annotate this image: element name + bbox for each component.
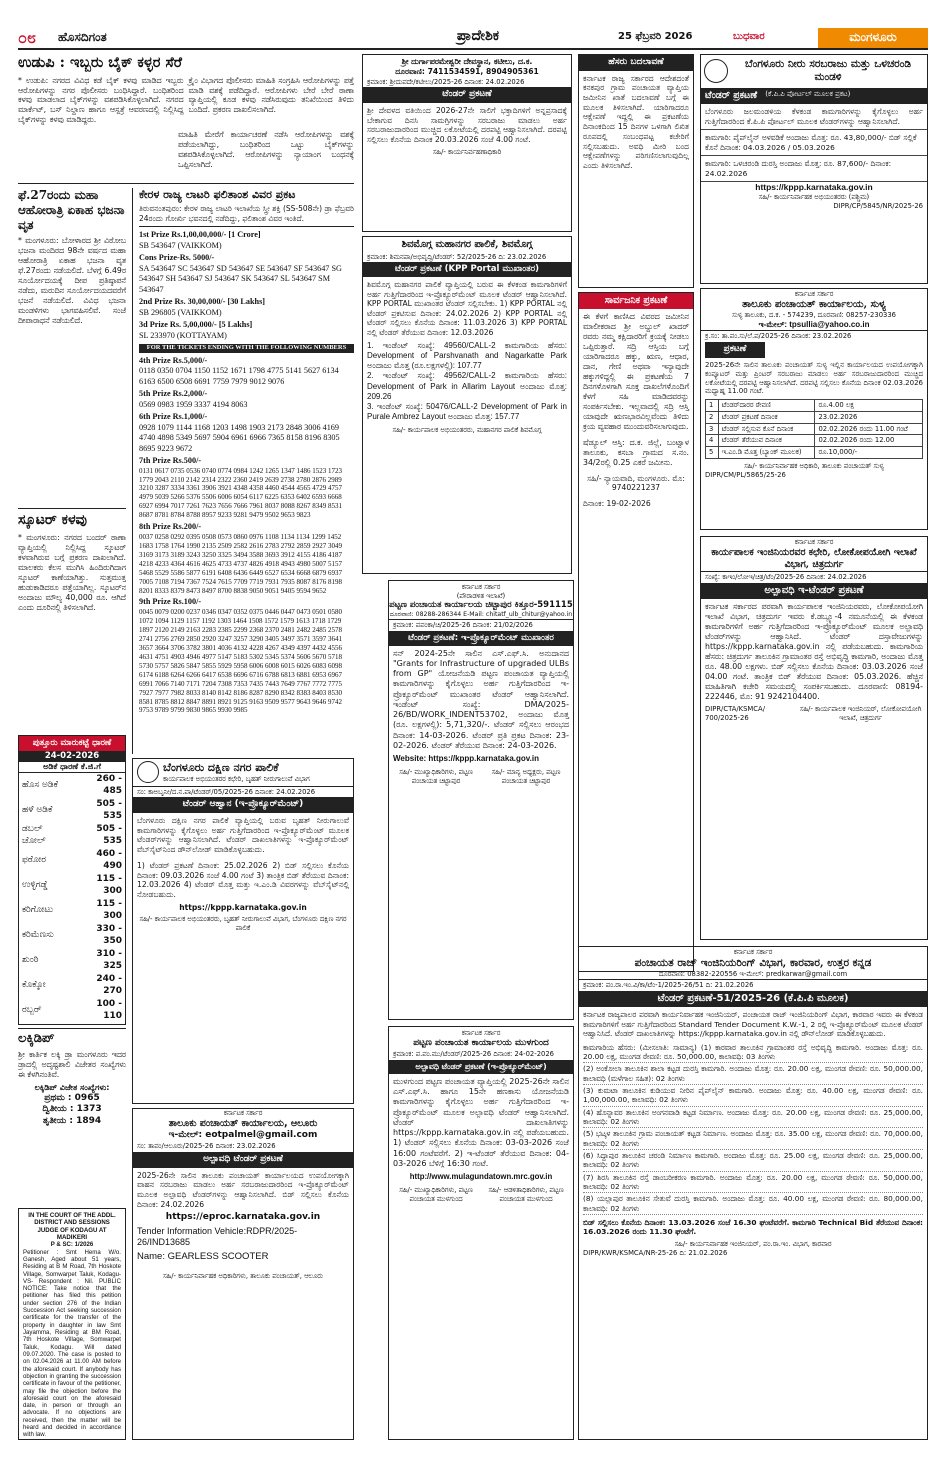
sullia-table — [705, 399, 923, 458]
lottery-results — [132, 188, 354, 754]
mulgund-title: ಪಟ್ಟಣ ಪಂಚಾಯತ ಕಾರ್ಯಾಲಯ ಮುಳಗುಂದ — [413, 1037, 549, 1048]
sullia-table-cell: 4 — [706, 435, 719, 447]
sullia-table-cell: 02.02.2026 ರಂದು 12.00 — [815, 435, 923, 447]
karwar-dates: ಬಿಡ್ ಸಲ್ಲಿಸಲು ಕೊನೆಯ ದಿನಾಂಕ: 13.03.2026 ಸಂಜೆ 16.30 ಘಂಟೆವರೆಗೆ. ಕಾಮಗಾರಿ Technical Bid ತೆರೆಯುವ ದಿನಾಂಕ: 16.03.2026 ರಂದು 11.30 ಘಂಟೆಗೆ. — [583, 1217, 923, 1237]
alur-bar: ಅಲ್ಪಾವಧಿ ಟೆಂಡರ್ ಪ್ರಕಟಣೆ — [133, 1152, 353, 1168]
bwssb-code: DIPR/CP/5845/NR/2025-26 — [833, 201, 923, 210]
lottery-first-no: SB 543647 (VAIKKOM) — [139, 240, 222, 250]
rate-value: 260 - 485 — [96, 773, 122, 796]
lottery-third-no: SL 233970 (KOTTAYAM) — [139, 330, 227, 340]
rate-value: 310 - 325 — [96, 949, 122, 971]
rate-value: 330 - 350 — [96, 924, 122, 946]
scooter-body: * ಮಂಗಳೂರು: ನಗರದ ಬಂದರ್ ಠಾಣಾ ವ್ಯಾಪ್ತಿಯಲ್ಲಿ ನಿಲ್ಲಿಸಿದ್ದ ಸ್ಕೂಟರ್ ಕಳವಾಗಿರುವ ಬಗ್ಗೆ ಪ್ರಕರಣ ದಾಖಲಾಗಿದೆ. ಮಾಲಕರು ಕೆಲಸ ಮುಗಿಸಿ ಹಿಂದಿರುಗಿದಾಗ ಸ್ಕೂಟರ್ ಕಾಣೆಯಾಗಿತ್ತು. ಸುತ್ತಮುತ್ತ ಹುಡುಕಾಡಿದರೂ ಪತ್ತೆಯಾಗಿಲ್ಲ. ಸ್ಕೂಟರ್‌ನ ಅಂದಾಜು ಮೌಲ್ಯ 40,000 ರೂ. ಆಗಿದೆ ಎಂದು ದೂರಿನಲ್ಲಿ ತಿಳಿಸಲಾಗಿದೆ. — [18, 532, 126, 612]
rates-table — [19, 773, 125, 1025]
lottery-p4: 4th Prize Rs.5,000/- — [139, 355, 208, 365]
bbmp-ref: ಸಂ: ಕಾಅಬೃನೀ/ದ.ನ.ಪಾ/ಟೆಂಡರ್/05/2025-26 ದಿನಾಂಕ: 24.02.2026 — [133, 786, 353, 798]
rate-value: 505 - 535 — [96, 799, 122, 821]
lottery-title: ಕೇರಳ ರಾಜ್ಯ ಲಾಟರಿ ಫಲಿತಾಂಶ ವಿವರ ಪ್ರಕಟ — [139, 188, 296, 201]
bwssb-row2: ಕಾಮಗಾರಿ: ಒಳಚರಂಡಿ ದುರಸ್ತಿ ಅಂದಾಜು ಮೊತ್ತ: ರೂ. 87,600/- ದಿನಾಂಕ: 24.02.2026 — [701, 155, 927, 182]
sullia-table-cell: 5 — [706, 447, 719, 459]
masthead: ಹೊಸದಿಗಂತ — [58, 30, 107, 44]
mulgund-gov: ಕರ್ನಾಟಕ ಸರ್ಕಾರ — [461, 1029, 501, 1037]
lottery-cons-nos: SA 543647 SC 543647 SD 543647 SE 543647 SF 543647 SG 543647 SH 543647 SJ 543647 SK 543647 SL 543647 SM 543647 — [139, 263, 342, 294]
lottery-p6: 6th Prize Rs.1,000/- — [139, 412, 208, 422]
sullia-table-cell: ಟೆಂಡರ್ ತೆರೆಯುವ ದಿನಾಂಕ — [718, 435, 815, 447]
rate-row — [19, 873, 125, 898]
alur-tender-info: Tender Information Vehicle:RDPR/2025-26/IND13685 — [137, 1225, 298, 1248]
karwar-title: ಪಂಚಾಯತ ರಾಜ್ ಇಂಜಿನಿಯರಿಂಗ್ ವಿಭಾಗ, ಕಾರವಾರ, ಉತ್ತರ ಕನ್ನಡ — [634, 956, 872, 969]
kateel-ref: ಕ್ರಮಾಂಕ: ಶ್ರೀದುಪದೇ/ಕಟೀಲು/2025-26 ದಿನಾಂಕ: 24.02.2026 — [367, 77, 525, 86]
karwar-items — [579, 1042, 927, 1215]
lucky-dip — [18, 1028, 126, 1206]
chitradurga-ref: ಸಂಖ್ಯೆ: ಕಾಇಂ/ಲೋಇ/ಚಿತ್ರ/ಟೆಂ/2025-26 ದಿನಾಂಕ: 24.02.2026 — [701, 571, 927, 583]
chitradurga-bar: ಅಲ್ಪಾವಧಿ ಇ-ಟೆಂಡರ್ ಪ್ರಕಟಣೆ — [701, 583, 927, 600]
chittur-gov: ಕರ್ನಾಟಕ ಸರ್ಕಾರ — [461, 583, 501, 591]
sullia-ref: ಕ್ರ.ಸಂ: ತಾ.ಪಂ.ಸು/ಲೆ.ಪ/2025-26 ದಿನಾಂಕ: 23.02.2026 — [701, 330, 927, 342]
lottery-third: 3d Prize Rs. 5,00,000/- [5 Lakhs] — [139, 320, 253, 330]
alur-title: ತಾಲೂಕು ಪಂಚಾಯತ್ ಕಾರ್ಯಾಲಯ, ಆಲೂರು — [168, 1117, 318, 1129]
alur-tender-name: Name: GEARLESS SCOOTER — [137, 1250, 269, 1262]
chittur-tender — [388, 580, 574, 1020]
shimoga-tender — [362, 236, 572, 574]
market-rates — [18, 735, 126, 1025]
mulgund-sign2: ಸಹಿ/- ಆಡಳಿತಾಧಿಕಾರಿಗಳು, ಪಟ್ಟಣ ಪಂಚಾಯತ ಮುಳಗುಂದ — [488, 1185, 564, 1203]
rate-row — [19, 1023, 125, 1025]
karwar-item: (4) ಹೊನ್ನಾವರ ತಾಲೂಕಿನ ಅಂಗನವಾಡಿ ಕಟ್ಟಡ ನಿರ್ಮಾಣ. ಅಂದಾಜು ಮೊತ್ತ: ರೂ. 20.00 ಲಕ್ಷ, ಮುಂಗಡ ಠೇವಣಿ: ರೂ. 25,000.00, ಕಾಲಾವಧಿ: 02 ತಿಂಗಳು — [583, 1107, 923, 1129]
rate-label: ಡಬಲ್ ಚೋಲ್ — [22, 824, 46, 846]
sullia-table-cell: ಇ.ಎಂ.ಡಿ ಮೊತ್ತ (ಬ್ಯಾಂಕ್ ಮೂಲಕ) — [718, 447, 815, 459]
lottery-note: FOR THE TICKETS ENDING WITH THE FOLLOWING NUMBERS — [139, 344, 354, 352]
sullia-sign: ಸಹಿ/- ಕಾರ್ಯನಿರ್ವಾಹಕ ಅಧಿಕಾರಿ, ತಾಲೂಕು ಪಂಚಾಯತ್ ಸುಳ್ಯ — [744, 461, 884, 470]
lottery-first: 1st Prize Rs.1,00,00,000/- [1 Crore] — [139, 230, 261, 240]
emblem-icon — [137, 761, 159, 783]
sullia-table-cell: 23.02.2026 — [815, 412, 923, 424]
bbmp-web: https://kppp.karnataka.gov.in — [179, 902, 307, 912]
public-schedule: ಷೆಡ್ಯೂಲ್ ಆಸ್ತಿ: ದ.ಕ. ಜಿಲ್ಲೆ, ಬಂಟ್ವಾಳ ತಾಲೂಕು, ಕಸಬಾ ಗ್ರಾಮದ ಸ.ನಂ. 34/2ರಲ್ಲಿ 0.25 ಎಕರೆ ಜಮೀನು. — [583, 437, 689, 467]
lucky-prizes — [18, 1093, 126, 1128]
court-notice — [18, 1208, 126, 1440]
court-title: IN THE COURT OF THE ADDL. DISTRICT AND SESSIONS JUDGE OF KODAGU AT MADIKERI — [28, 1212, 116, 1241]
lottery-intro: ತಿರುವನಂತಪುರಂ: ಕೇರಳ ರಾಜ್ಯ ಲಾಟರಿ ಇಲಾಖೆಯ ಸ್ತ್ರೀ ಶಕ್ತಿ (SS-508ನೇ) ಡ್ರಾ ಫೆಬ್ರವರಿ 24ರಂದು ಗೋರ್ಖಿ ಭವನದಲ್ಲಿ ನಡೆದಿದ್ದು, ಫಲಿತಾಂಶ ವಿವರ ಇಂತಿದೆ. — [139, 204, 354, 223]
bbmp-body: ಬೆಂಗಳೂರು ದಕ್ಷಿಣ ನಗರ ಪಾಲಿಕೆ ವ್ಯಾಪ್ತಿಯಲ್ಲಿ ಬರುವ ಬೃಹತ್ ನೀರುಗಾಲುವೆ ಕಾಮಗಾರಿಗಳನ್ನು ಕೈಗೊಳ್ಳಲು ಅರ್ಹ ಗುತ್ತಿಗೆದಾರರಿಂದ ಇ-ಪ್ರೊಕ್ಯೂರ್‌ಮೆಂಟ್ ಮೂಲಕ ಟೆಂಡರ್‌ಗಳನ್ನು ಆಹ್ವಾನಿಸಲಾಗಿದೆ. ಟೆಂಡರ್ ದಾಖಲಾತಿಗಳನ್ನು ಇ-ಪ್ರೊಕ್ಯೂರ್‌ಮೆಂಟ್ ವೆಬ್‌ಸೈಟ್‌ನಿಂದ ಡೌನ್‌ಲೋಡ್ ಮಾಡಿಕೊಳ್ಳಬಹುದು. — [137, 815, 349, 855]
kateel-bar: ಟೆಂಡರ್ ಪ್ರಕಟಣೆ — [363, 87, 571, 103]
lottery-p8: 8th Prize Rs.200/- — [139, 522, 202, 532]
lucky-label: ಲಕ್ಕಿಡಿಪ್ ವಿಜೇತ ಸಂಖ್ಯೆಗಳು: — [34, 1082, 110, 1092]
rate-label: ಹಳೆ ಅಡಿಕೆ — [22, 804, 53, 815]
lucky-body: ಶ್ರೀ ಕಾರ್ತಿಕ ಲಕ್ಕಿ ಡ್ರಾ ಮಂಗಳೂರು ಇದರ ಡ್ರಾದಲ್ಲಿ ಅದೃಷ್ಟಶಾಲಿ ವಿಜೇತರ ಸಂಖ್ಯೆಗಳು ಈ ಕೆಳಗಿನಂತಿವೆ. — [18, 1049, 126, 1079]
karwar-tender — [578, 946, 928, 1440]
mulgund-web: http://www.mulagundatown.mrc.gov.in — [409, 1171, 553, 1181]
karwar-code: DIPR/KWR/KSMCA/NR-25-26 ದಿ: 21.02.2026 — [583, 1248, 728, 1257]
chittur-sign2: ಸಹಿ/- ಮಾನ್ಯ ಅಧ್ಯಕ್ಷರು, ಪಟ್ಟಣ ಪಂಚಾಯತ ಚಿಟ್ಟಾಪುರ — [491, 768, 561, 786]
bwssb-title: ಬೆಂಗಳೂರು ನೀರು ಸರಬರಾಜು ಮತ್ತು ಒಳಚರಂಡಿ ಮಂಡಳಿ — [744, 58, 912, 84]
public-date: ದಿನಾಂಕ: 19-02-2026 — [583, 499, 651, 509]
bbmp-sub: ಕಾರ್ಯಪಾಲಕ ಅಭಿಯಂತರರ ಕಛೇರಿ, ಬೃಹತ್ ನೀರುಗಾಲುವೆ ವಿಭಾಗ — [163, 775, 310, 784]
karwar-item: (6) ಸಿದ್ದಾಪುರ ತಾಲೂಕಿನ ಚರಂಡಿ ನಿರ್ಮಾಣ ಕಾಮಗಾರಿ. ಅಂದಾಜು ಮೊತ್ತ: ರೂ. 25.00 ಲಕ್ಷ, ಮುಂಗಡ ಠೇವಣಿ: ರೂ. 25,000.00, ಕಾಲಾವಧಿ: 02 ತಿಂಗಳು — [583, 1150, 923, 1172]
alur-sign: ಸಹಿ/- ಕಾರ್ಯನಿರ್ವಾಹಕ ಅಧಿಕಾರಿಗಳು, ತಾಲೂಕು ಪಂಚಾಯತ್, ಆಲೂರು — [162, 1272, 324, 1281]
public-sign: ಸಹಿ/- ನ್ಯಾಯವಾದಿ, ಮಂಗಳೂರು. ಮೊ: 9740221237 — [587, 473, 685, 493]
bwssb-bar: ಟೆಂಡರ್ ಪ್ರಕಟಣೆ — [705, 89, 758, 101]
lucky-title: ಲಕ್ಕಿಡಿಪ್ — [18, 1031, 55, 1046]
rate-label: ಶುಂಠಿ — [22, 954, 39, 965]
header-date: 25 ಫೆಬ್ರವರಿ 2026 — [618, 31, 693, 42]
karwar-item: (8) ಯಲ್ಲಾಪುರ ತಾಲೂಕಿನ ಸೇತುವೆ ದುರಸ್ತಿ ಕಾಮಗಾರಿ. ಅಂದಾಜು ಮೊತ್ತ: ರೂ. 40.00 ಲಕ್ಷ, ಮುಂಗಡ ಠೇವಣಿ: ರೂ. 80,000.00, ಕಾಲಾವಧಿ: 02 ತಿಂಗಳು — [583, 1193, 923, 1215]
karwar-item: (5) ಭಟ್ಕಳ ತಾಲೂಕಿನ ಗ್ರಾಮ ಪಂಚಾಯತ್ ಕಟ್ಟಡ ನಿರ್ಮಾಣ. ಅಂದಾಜು ಮೊತ್ತ: ರೂ. 35.00 ಲಕ್ಷ, ಮುಂಗಡ ಠೇವಣಿ: ರೂ. 70,000.00, ಕಾಲಾವಧಿ: 02 ತಿಂಗಳು — [583, 1128, 923, 1150]
shimoga-work3: 3. ಇಂಡೆಂಟ್ ಸಂಖ್ಯೆ: 50476/CALL-2 Development of Park in Purale Ambrez Layout ಅಂದಾಜು ಮೊತ್ತ: 157.77 — [367, 402, 567, 422]
rate-row — [19, 948, 125, 973]
bbmp-tender — [132, 758, 354, 1104]
bwssb-logo-icon — [704, 59, 728, 83]
sullia-tender — [700, 288, 928, 530]
sullia-table-cell: ಟೆಂಡರ್ ಸಲ್ಲಿಸುವ ಕೊನೆ ದಿನಾಂಕ — [718, 423, 815, 435]
kateel-body: ಶ್ರೀ ದೇವಳದ ವತಿಯಿಂದ 2026-27ನೇ ಸಾಲಿಗೆ ಭಕ್ತಾದಿಗಳಿಗೆ ಅನ್ನಪ್ರಸಾದಕ್ಕೆ ಬೇಕಾಗುವ ದಿನಸಿ ಸಾಮಗ್ರಿಗಳನ್ನು ಸರಬರಾಜು ಮಾಡಲು ಅರ್ಹ ಸರಬರಾಜುದಾರರಿಂದ ಮುಚ್ಚಿದ ಲಕೋಟೆಯಲ್ಲಿ ದರಪಟ್ಟಿ ಆಹ್ವಾನಿಸಲಾಗಿದೆ. ದರಪಟ್ಟಿ ಸಲ್ಲಿಸಲು ಕೊನೆಯ ದಿನಾಂಕ 20.03.2026 ಸಂಜೆ 4.00 ಗಂಟೆ. — [367, 105, 567, 145]
rates-title: ಪುತ್ತೂರು ಮಾರುಕಟ್ಟೆ ಧಾರಣೆ — [19, 736, 125, 751]
lottery-p6-nos: 0928 1079 1144 1168 1203 1498 1903 2173 2848 3006 4169 4740 4898 5349 5697 5904 6961 6966 7365 8158 8196 8305 8695 9223 9672 — [139, 422, 340, 453]
lottery-second: 2nd Prize Rs. 30,00,000/- [30 Lakhs] — [139, 297, 265, 307]
rate-label — [19, 1023, 72, 1025]
lucky-prize: ದ್ವಿತೀಯ : 1373 — [42, 1104, 102, 1115]
sullia-addr: ಸುಳ್ಯ ತಾಲೂಕು, ದ.ಕ. - 574239, ದೂರವಾಣಿ: 08257-230336 — [731, 311, 897, 320]
page-header — [18, 28, 928, 50]
lottery-p7: 7th Prize Rs.500/- — [139, 456, 202, 466]
alur-gov: ಕರ್ನಾಟಕ ಸರ್ಕಾರ — [223, 1109, 263, 1117]
lottery-p4-nos: 0118 0350 0704 1150 1152 1671 1798 4775 5141 5627 6134 6163 6500 6508 6691 7759 7979 9012 9076 — [139, 366, 339, 386]
sullia-table-cell: 3 — [706, 423, 719, 435]
chitradurga-tender — [700, 536, 928, 940]
rate-row — [19, 923, 125, 948]
bbmp-sign: ಸಹಿ/- ಕಾರ್ಯಪಾಲಕ ಅಭಿಯಂತರರು, ಬೃಹತ್ ನೀರುಗಾಲುವೆ ವಿಭಾಗ, ಬೆಂಗಳೂರು ದಕ್ಷಿಣ ನಗರ ಪಾಲಿಕೆ — [139, 915, 347, 933]
chittur-contact: ದೂರವಾಣಿ: 08288-286344 E-Mail: chitatf_ulb_chitur@yahoo.in — [389, 611, 573, 619]
sullia-table-cell: ರೂ.10,000/- — [815, 447, 923, 459]
lottery-p9: 9th Prize Rs.100/- — [139, 597, 202, 607]
rate-row — [19, 973, 125, 998]
rate-label: ಹೊಸ ಅಡಿಕೆ — [22, 779, 58, 790]
rate-value: 240 - 270 — [96, 974, 122, 996]
sullia-email: ಇ-ಮೇಲ್: tpsullia@yahoo.co.in — [758, 320, 870, 330]
rate-label: ಕರಿಗೋಟು — [22, 904, 54, 915]
chittur-bar: ಟೆಂಡರ್ ಪ್ರಕಟಣೆ: ಇ-ಪ್ರೊಕ್ಯೂರ್‌ಮೆಂಟ್ ಮುಖಾಂತರ — [389, 631, 573, 646]
karwar-item: ಕಾಮಗಾರಿಯ ಹೆಸರು: (ಮೀಸಲಾತಿ: ಸಾಮಾನ್ಯ) (1) ಕಾರವಾರ ತಾಲೂಕಿನ ಗ್ರಾಮಾಂತರ ರಸ್ತೆ ಅಭಿವೃದ್ಧಿ ಕಾಮಗಾರಿ. ಅಂದಾಜು ಮೊತ್ತ: ರೂ. 20.00 ಲಕ್ಷ, ಮುಂಗಡ ಠೇವಣಿ: ರೂ. 50,000.00, ಕಾಲಾವಧಿ: 03 ತಿಂಗಳು — [583, 1042, 923, 1064]
rates-sub: ಅಡಿಕೆ ಧಾರಣೆ ಕೆ.ಜಿ.ಗೆ — [19, 762, 125, 773]
karwar-item: (2) ಅಂಕೋಲಾ ತಾಲೂಕಿನ ಶಾಲಾ ಕಟ್ಟಡ ದುರಸ್ತಿ ಕಾಮಗಾರಿ. ಅಂದಾಜು ಮೊತ್ತ: ರೂ. 20.00 ಲಕ್ಷ, ಮುಂಗಡ ಠೇವಣಿ: ರೂ. 50,000.00, ಕಾಲಾವಧಿ (ಮಳೆಗಾಲ ಸಹಿತ): 02 ತಿಂಗಳು — [583, 1063, 923, 1085]
rate-value: 460 - 490 — [96, 849, 122, 871]
kateel-phone: ದೂರವಾಣಿ: 7411534591, 8904905361 — [395, 66, 539, 76]
rate-row — [19, 848, 125, 873]
kateel-sign: ಸಹಿ/- ಕಾರ್ಯನಿರ್ವಹಣಾಧಿಕಾರಿ — [432, 147, 502, 156]
sullia-table-row — [706, 447, 923, 459]
udupi-col2: ಕ್ರೈಂ ವಿಭಾಗದ ಪೊಲೀಸರು ಮಾಹಿತಿ ಸಂಗ್ರಹಿಸಿ ಆರೋಪಿಗಳನ್ನು ಪತ್ತೆ ಮಾಡಿ ವಶಕ್ಕೆ ಪಡೆದಿದ್ದಾರೆ. ಆರೋಪಿಗಳು ಬೇರೆ ಬೇರೆ ಠಾಣಾ ವ್ಯಾಪ್ತಿಯಲ್ಲಿ ಕೂಡ ಕಳವು ನಡೆಸಿರುವುದು ತನಿಖೆಯಿಂದ ತಿಳಿದು ಬಂದಿದೆ. ಪ್ರಕರಣ ದಾಖಲಿಸಲಾಗಿದೆ. — [188, 75, 354, 115]
mahashivaratri-title: ಫೆ.27ರಂದು ಮಹಾ ಆಹೋರಾತ್ರಿ ಏಕಾಹ ಭಜನಾ ವೃತ — [18, 188, 125, 232]
court-body: Petitioner : Smt Hema W/o. Ganesh, Aged about 51 years, Residing at B M Road, 7th Hoskote Village, Somwarpet Taluk, Kodagu-VS- Respondent : Nil. PUBLIC NOTICE: Take notice that the petitioner has filed this petition under section 276 of the Indian Succession Act seeking succession certificate for the transfer of the property in daughter in law Smt Jayamma, Residing at BM Road, 7th Hoskote Village, Somwarpet Taluk, Kodagu. Will dated 09.07.2020. The case is posted to on 02.04.2026 at 11.00 AM before the aforesaid court. If anybody has objection in granting the succession certificate in favour of the petitioner, may file the objection before the aforesaid court on the aforesaid date, in person or through an advocate. If no objections are received, then the matter will be heard and decided in accordance with law. — [23, 1248, 121, 1439]
alur-email: ಇ-ಮೇಲ್: eotpalmel@gmail.com — [168, 1129, 318, 1140]
rate-label: ಉಳ್ಳಿಗಡ್ಡೆ — [22, 879, 48, 890]
bwssb-bar2: (ಕೆ.ಪಿ.ಪಿ ಪೋರ್ಟಲ್ ಮೂಲಕ ಪ್ರಕಟ) — [765, 89, 851, 98]
court-case: P & SC: 1/2026 — [50, 1241, 94, 1249]
sullia-table-row — [706, 400, 923, 412]
rate-row — [19, 998, 125, 1023]
rate-label: ರಬ್ಬರ್ — [22, 1005, 42, 1016]
chitradurga-title: ಕಾರ್ಯಪಾಲಕ ಇಂಜಿನಿಯರವರ ಕಛೇರಿ, ಲೋಕೋಪಯೋಗಿ ಇಲಾಖೆ ವಿಭಾಗ, ಚಿತ್ರದುರ್ಗ — [711, 546, 917, 570]
chitradurga-sign: ಸಹಿ/- ಕಾರ್ಯಪಾಲಕ ಇಂಜಿನಿಯರ್, ಲೋಕೋಪಯೋಗಿ ಇಲಾಖೆ, ಚಿತ್ರದುರ್ಗ — [799, 705, 922, 722]
page-number: ೦೮ — [18, 28, 36, 47]
header-weekday: ಬುಧವಾರ — [733, 31, 765, 42]
sullia-table-cell: 02.02.2026 ರಂದು 11.00 ಗಂಟೆ — [815, 423, 923, 435]
mahashivaratri-body: * ಮಂಗಳೂರು: ಬೋಳಾರದ ಶ್ರೀ ವಿಠೋಬ ಭಜನಾ ಮಂದಿರದ 98ನೇ ವರ್ಷದ ಮಹಾ ಆಹೋರಾತ್ರಿ ಏಕಾಹ ಭಜನಾ ವೃತ ಫೆ.27ರಂದು ನಡೆಯಲಿದೆ. ಬೆಳಗ್ಗೆ 6.49ರ ಸೂರ್ಯೋದಯಕ್ಕೆ ದೀಪ ಪ್ರತಿಷ್ಠಾಪನೆ ನಡೆದು, ಮರುದಿನ ಸೂರ್ಯೋದಯದವರೆಗೆ ಭಜನೆ ನಡೆಯಲಿದೆ. ವಿವಿಧ ಭಜನಾ ಮಂಡಳಿಗಳು ಭಾಗವಹಿಸಲಿವೆ. ಸಂಜೆ ದೀಪಾರಾಧನೆ ನಡೆಯಲಿದೆ. — [18, 236, 126, 325]
lottery-second-no: SB 296805 (VAIKKOM) — [139, 307, 222, 317]
rate-value: 100 - 110 — [96, 999, 122, 1021]
lottery-p5-nos: 0569 0983 1959 3337 4194 8063 — [139, 399, 248, 409]
sullia-table-cell: ಟೆಂಡರ್ ಪ್ರಕಟಣೆ ದಿನಾಂಕ — [718, 412, 815, 424]
kateel-tender — [362, 54, 572, 232]
shimoga-title: ಶಿವಮೊಗ್ಗ ಮಹಾನಗರ ಪಾಲಿಕೆ, ಶಿವಮೊಗ್ಗ — [401, 239, 533, 250]
alur-body: 2025-26ನೇ ಸಾಲಿನ ತಾಲೂಕು ಪಂಚಾಯತ್ ಕಾರ್ಯಾಲಯದ ಉಪಯೋಗಕ್ಕಾಗಿ ವಾಹನ ಸರಬರಾಜು ಮಾಡಲು ಅರ್ಹ ಸರಬರಾಜುದಾರರಿಂದ ಇ-ಪ್ರೊಕ್ಯೂರ್‌ಮೆಂಟ್ ಮೂಲಕ ಅಲ್ಪಾವಧಿ ಟೆಂಡರ್‌ಗಳನ್ನು ಆಹ್ವಾನಿಸಲಾಗಿದೆ. ಬಿಡ್ ಸಲ್ಲಿಸಲು ಕೊನೆಯ ದಿನಾಂಕ: 24.02.2026 — [137, 1170, 349, 1209]
sullia-table-row — [706, 423, 923, 435]
shimoga-sign: ಸಹಿ/- ಕಾರ್ಯಪಾಲಕ ಅಭಿಯಂತರರು, ಮಹಾನಗರ ಪಾಲಿಕೆ ಶಿವಮೊಗ್ಗ — [392, 425, 542, 434]
rate-label: ಕೊಕ್ಕೋ — [22, 979, 46, 990]
court-sign — [23, 1439, 121, 1440]
rate-value: 505 - 535 — [96, 824, 122, 846]
rates-date: 24-02-2026 — [19, 751, 125, 762]
alur-web: https://eproc.karnataka.gov.in — [165, 1212, 321, 1223]
sullia-table-row — [706, 435, 923, 447]
rate-value — [72, 1023, 125, 1025]
name-change-body: ಕರ್ನಾಟಕ ರಾಜ್ಯ ಸರ್ಕಾರದ ಆದೇಶದಂತೆ ಕನಕಪುರ ಗ್ರಾಮ ಪಂಚಾಯತ ವ್ಯಾಪ್ತಿಯ ಜಮೀನಿನ ಖಾತೆ ಬದಲಾವಣೆ ಬಗ್ಗೆ ಈ ಮೂಲಕ ತಿಳಿಸಲಾಗಿದೆ. ಯಾರಿಗಾದರೂ ಆಕ್ಷೇಪಣೆ ಇದ್ದಲ್ಲಿ ಈ ಪ್ರಕಟಣೆಯ ದಿನಾಂಕದಿಂದ 15 ದಿನಗಳ ಒಳಗಾಗಿ ಲಿಖಿತ ರೂಪದಲ್ಲಿ ಸಂಬಂಧಪಟ್ಟ ಕಚೇರಿಗೆ ಸಲ್ಲಿಸಬಹುದು. ಅವಧಿ ಮೀರಿ ಬಂದ ಆಕ್ಷೇಪಣೆಗಳನ್ನು ಪರಿಗಣಿಸಲಾಗುವುದಿಲ್ಲ ಎಂದು ತಿಳಿಸಲಾಗಿದೆ. — [583, 73, 689, 170]
karwar-gov: ಕರ್ನಾಟಕ ಸರ್ಕಾರ — [733, 948, 773, 956]
mulgund-tender — [388, 1026, 574, 1440]
edition-tab: ಮಂಗಳೂರು — [818, 28, 928, 48]
rate-label: ಕರಿಮೆಣಸು — [22, 929, 54, 940]
sullia-title: ತಾಲೂಕು ಪಂಚಾಯತ್ ಕಾರ್ಯಾಲಯ, ಸುಳ್ಯ — [742, 298, 886, 310]
mulgund-bar: ಅಲ್ಪಾವಧಿ ಟೆಂಡರ್ ಪ್ರಕಟಣೆ (ಇ-ಪ್ರೊಕ್ಯೂರ್‌ಮೆಂಟ್) — [389, 1060, 573, 1074]
rate-row — [19, 898, 125, 923]
karwar-item: (7) ಶಿರಸಿ ತಾಲೂಕಿನ ರಸ್ತೆ ಡಾಂಬರೀಕರಣ ಕಾಮಗಾರಿ. ಅಂದಾಜು ಮೊತ್ತ: ರೂ. 20.00 ಲಕ್ಷ, ಮುಂಗಡ ಠೇವಣಿ: ರೂ. 50,000.00, ಕಾಲಾವಧಿ: 02 ತಿಂಗಳು — [583, 1172, 923, 1194]
bwssb-sign: ಸಹಿ/- ಕಾರ್ಯನಿರ್ವಾಹಕ ಅಭಿಯಂತರರು (ಪಶ್ಚಿಮ) — [758, 193, 870, 202]
sullia-table-cell: 2 — [706, 412, 719, 424]
rate-value: 115 - 300 — [96, 899, 122, 921]
public-title: ಸಾರ್ವಜನಿಕ ಪ್ರಕಟಣೆ — [579, 293, 693, 309]
rate-row — [19, 773, 125, 798]
chitradurga-code: DIPR/CTA/KSMCA/ 700/2025-26 — [705, 705, 765, 722]
rate-row — [19, 823, 125, 848]
rate-row — [19, 798, 125, 823]
karwar-item: (3) ಕುಮಟಾ ತಾಲೂಕಿನ ಕುಡಿಯುವ ನೀರಿನ ಪೈಪ್‌ಲೈನ್ ಕಾಮಗಾರಿ. ಅಂದಾಜು ಮೊತ್ತ: ರೂ. 40.00 ಲಕ್ಷ, ಮುಂಗಡ ಠೇವಣಿ: ರೂ. 1,00,000.00, ಕಾಲಾವಧಿ: 02 ತಿಂಗಳು — [583, 1085, 923, 1107]
sullia-body: 2025-26ನೇ ಸಾಲಿನ ತಾಲೂಕು ಪಂಚಾಯತ್ ಸುಳ್ಯ ಇಲ್ಲಿನ ಕಾರ್ಯಾಲಯದ ಉಪಯೋಗಕ್ಕಾಗಿ ಕಂಪ್ಯೂಟರ್ ಮತ್ತು ಪ್ರಿಂಟರ್ ಸರಬರಾಜು ಮಾಡಲು ಅರ್ಹ ಸರಬರಾಜುದಾರರಿಂದ ಮುಚ್ಚಿದ ಲಕೋಟೆಯಲ್ಲಿ ದರಪಟ್ಟಿ ಆಹ್ವಾನಿಸಲಾಗಿದೆ. ದರಪಟ್ಟಿ ಸಲ್ಲಿಸಲು ಕೊನೆಯ ದಿನಾಂಕ 02.03.2026 ಮಧ್ಯಾಹ್ನ 11.00 ಗಂಟೆ. — [705, 360, 923, 396]
sullia-gov: ಕರ್ನಾಟಕ ಸರ್ಕಾರ — [794, 290, 834, 298]
lottery-p9-nos: 0045 0079 0200 0237 0346 0347 0352 0375 0446 0447 0473 0501 0580 1072 1094 1129 1157 1192 1303 1464 1508 1572 1579 1613 1718 1729 1897 2120 2149 2163 2283 2385 2299 2368 2370 2481 2482 2485 2578 2741 2756 2769 2850 2920 3247 3257 3290 3405 3497 3571 3597 3641 3657 3664 3706 3782 3801 4036 4132 4228 4267 4349 4397 4432 4556 4631 4751 4903 4946 4977 5147 5183 5302 5345 5374 5606 5670 5718 5730 5757 5826 5847 5855 5929 5958 6006 6008 6015 6026 6083 6098 6174 6188 6264 6266 6417 6538 6696 6716 6788 6813 6881 6953 6967 6991 7066 7140 7171 7204 7308 7353 7435 7443 7649 7767 7772 7775 7927 7977 7982 8033 8140 8142 8186 8287 8290 8342 8383 8403 8530 8581 8785 8812 8847 8891 8921 9125 9163 9509 9577 9643 9646 9742 9753 9789 9799 9830 9865 9930 9985 — [139, 607, 342, 715]
kateel-title: ಶ್ರೀ ದುರ್ಗಾಪರಮೇಶ್ವರೀ ದೇವಸ್ಥಾನ, ಕಟೀಲು, ದ.ಕ. — [401, 57, 533, 66]
karwar-intro: ಕರ್ನಾಟಕ ರಾಜ್ಯಪಾಲರ ಪರವಾಗಿ ಕಾರ್ಯನಿರ್ವಾಹಕ ಇಂಜಿನಿಯರ್, ಪಂಚಾಯತ ರಾಜ್ ಇಂಜಿನಿಯರಿಂಗ್ ವಿಭಾಗ, ಕಾರವಾರ ಇವರು ಈ ಕೆಳಕಂಡ ಕಾಮಗಾರಿಗಳಿಗೆ ಅರ್ಹ ಗುತ್ತಿಗೆದಾರರಿಂದ Standard Tender Document K.W.-1, 2 ರಲ್ಲಿ ಇ-ಪ್ರೊಕ್ಯೂರ್‌ಮೆಂಟ್ ಮೂಲಕ ಟೆಂಡರ್ ಆಹ್ವಾನಿಸಿದೆ. ಟೆಂಡರ್ ದಾಖಲಾತಿಗಳನ್ನು https://kppp.karnataka.gov.in ನಲ್ಲಿ ಡೌನ್‌ಲೋಡ್ ಮಾಡಿಕೊಳ್ಳಬಹುದು. — [583, 1010, 923, 1039]
sullia-code: DIPR/CM/PL/5865/25-26 — [705, 470, 786, 479]
chittur-body: ಸನ್ 2024-25ನೇ ಸಾಲಿನ ಎಸ್.ಎಫ್.ಸಿ. ಅನುದಾನದ "Grants for Infrastructure of upgraded ULBs from GP" ಯೋಜನೆಯಡಿ ಪಟ್ಟಣ ಪಂಚಾಯತ ವ್ಯಾಪ್ತಿಯಲ್ಲಿ ಕಾಮಗಾರಿಗಳನ್ನು ಕೈಗೊಳ್ಳಲು ಅರ್ಹ ಗುತ್ತಿಗೆದಾರರಿಂದ ಇ-ಪ್ರೊಕ್ಯೂರ್‌ಮೆಂಟ್ ಮುಖಾಂತರ ಟೆಂಡರ್ ಆಹ್ವಾನಿಸಲಾಗಿದೆ. ಇಂಡೆಂಟ್ ಸಂಖ್ಯೆ: DMA/2025-26/BD/WORK_INDENT53702, ಅಂದಾಜು ಮೊತ್ತ (ರೂ. ಲಕ್ಷಗಳಲ್ಲಿ): 5,71,320/-. ಟೆಂಡರ್ ಸಲ್ಲಿಸಲು ಆರಂಭದ ದಿನಾಂಕ: 14-03-2026. ಟೆಂಡರ್ ಪ್ರತಿ ಪ್ರಕಟ ದಿನಾಂಕ: 23-02-2026. ಟೆಂಡರ್ ತೆರೆಯುವ ದಿನಾಂಕ: 24-03-2026. — [393, 648, 569, 750]
sullia-table-cell: ಟೆಂಡರ್‌ದಾರರ ಠೇವಣಿ — [718, 400, 815, 412]
bbmp-title: ಬೆಂಗಳೂರು ದಕ್ಷಿಣ ನಗರ ಪಾಲಿಕೆ — [163, 761, 279, 774]
karwar-contact: ದೂರವಾಣಿ: 08382-220556 ಇ-ಮೇಲ್: predkarwar@gmail.com — [658, 970, 848, 979]
lucky-prize: ಪ್ರಥಮ : 0965 — [44, 1092, 100, 1103]
rate-value: 115 - 300 — [96, 874, 122, 896]
lottery-p8-nos: 0037 0258 0292 0395 0508 0573 0860 0976 1108 1134 1134 1299 1452 1683 1758 1764 1990 2135 2509 2582 2616 2783 2792 2859 2927 3049 3169 3173 3189 3243 3250 3325 3494 3588 3693 3912 4155 4186 4187 4218 4233 4364 4616 4625 4733 4737 4826 4918 4943 4980 5007 5157 5468 5529 5586 5877 6191 6408 6436 6449 6527 6534 6668 6879 6937 7005 7108 7194 7367 7524 7615 7709 7719 7931 7935 8087 8176 8198 8201 8333 8379 8473 8497 8700 8838 9050 9051 9405 9594 9652 — [139, 532, 342, 595]
udupi-col1: * ಉಡುಪಿ: ನಗರದ ವಿವಿಧ ಕಡೆ ಬೈಕ್ ಕಳವು ಮಾಡಿದ ಇಬ್ಬರು ಆರೋಪಿಗಳನ್ನು ನಗರ ಪೊಲೀಸರು ಬಂಧಿಸಿದ್ದಾರೆ. ಬಂಧಿತರಿಂದ ಕಳವು ಮಾಡಲಾದ ಬೈಕ್‌ಗಳನ್ನು ವಶಪಡಿಸಿಕೊಳ್ಳಲಾಗಿದೆ. ನಗರದ ಮಾರ್ಕೆಟ್, ಬಸ್ ನಿಲ್ದಾಣ ಹಾಗೂ ಆಸ್ಪತ್ರೆ ಆವರಣದಲ್ಲಿ ನಿಲ್ಲಿಸಿದ್ದ ಬೈಕ್‌ಗಳನ್ನು ಕಳವು ಮಾಡಿದ್ದರು. — [18, 75, 184, 125]
section-title: ಪ್ರಾದೇಶಿಕ — [456, 28, 500, 44]
chittur-dept: (ಪೌರಾಡಳಿತ ಇಲಾಖೆ) — [456, 591, 506, 600]
udupi-headline: ಉಡುಪಿ : ಇಬ್ಬರು ಬೈಕ್ ಕಳ್ಳರ ಸೆರೆ — [18, 54, 182, 71]
chitradurga-body: ಕರ್ನಾಟಕ ಸರ್ಕಾರದ ಪರವಾಗಿ ಕಾರ್ಯಪಾಲಕ ಇಂಜಿನಿಯರವರು, ಲೋಕೋಪಯೋಗಿ ಇಲಾಖೆ ವಿಭಾಗ, ಚಿತ್ರದುರ್ಗ ಇವರು ಕೆ.ಡಬ್ಲ್ಯೂ-4 ನಮೂನೆಯಲ್ಲಿ ಈ ಕೆಳಕಂಡ ಕಾಮಗಾರಿಗಳಿಗೆ ಅರ್ಹ ಗುತ್ತಿಗೆದಾರರಿಂದ ಇ-ಪ್ರೊಕ್ಯೂರ್‌ಮೆಂಟ್ ಮೂಲಕ ಅಲ್ಪಾವಧಿ ಟೆಂಡರ್‌ಗಳನ್ನು ಆಹ್ವಾನಿಸಿದೆ. ಟೆಂಡರ್ ದಸ್ತಾವೇಜುಗಳನ್ನು https://kppp.karnataka.gov.in ನಲ್ಲಿ ಪಡೆಯಬಹುದು. ಕಾಮಗಾರಿಯ ಹೆಸರು: ಚಿತ್ರದುರ್ಗ ತಾಲೂಕಿನ ಗ್ರಾಮಾಂತರ ರಸ್ತೆ ಅಭಿವೃದ್ಧಿ ಕಾಮಗಾರಿ, ಅಂದಾಜು ಮೊತ್ತ ರೂ. 48.00 ಲಕ್ಷಗಳು. ಬಿಡ್ ಸಲ್ಲಿಸಲು ಕೊನೆಯ ದಿನಾಂಕ: 03.03.2026 ಸಂಜೆ 04.00 ಗಂಟೆ. ತಾಂತ್ರಿಕ ಬಿಡ್ ತೆರೆಯುವ ದಿನಾಂಕ: 05.03.2026. ಹೆಚ್ಚಿನ ಮಾಹಿತಿಗಾಗಿ ಕಚೇರಿ ಸಮಯದಲ್ಲಿ ಸಂಪರ್ಕಿಸಬಹುದು. ದೂರವಾಣಿ: 08194-222446, ಮೊ: 91 9242104400. — [705, 602, 923, 702]
public-body: ಈ ಕೆಳಗೆ ಕಾಣಿಸಿದ ವಿವರದ ಜಮೀನಿನ ಮಾಲೀಕರಾದ ಶ್ರೀ ಅಬ್ದುಲ್ ಖಾದರ್ ರವರು ನಮ್ಮ ಕಕ್ಷಿದಾರರಿಗೆ ಕ್ರಯಕ್ಕೆ ನೀಡಲು ಒಪ್ಪಿರುತ್ತಾರೆ. ಸದ್ರಿ ಆಸ್ತಿಯ ಬಗ್ಗೆ ಯಾರಿಗಾದರೂ ಹಕ್ಕು, ಋಣ, ಆಧಾರ, ದಾನ, ಗೇಣಿ ಅಥವಾ ಇನ್ಯಾವುದೇ ಹಕ್ಕುಗಳಿದ್ದಲ್ಲಿ ಈ ಪ್ರಕಟಣೆಯ 7 ದಿನಗಳೊಳಗಾಗಿ ಸೂಕ್ತ ದಾಖಲೆಗಳೊಂದಿಗೆ ಕೆಳಗೆ ಸಹಿ ಮಾಡಿದವರನ್ನು ಸಂಪರ್ಕಿಸಬೇಕು. ಇಲ್ಲವಾದಲ್ಲಿ ಸದ್ರಿ ಆಸ್ತಿ ಯಾವುದೇ ಋಣಭಾರವಿಲ್ಲವೆಂದು ತಿಳಿದು ಕ್ರಯ ವ್ಯವಹಾರ ಮುಂದುವರಿಸಲಾಗುವುದು. — [583, 312, 689, 431]
chittur-sign1: ಸಹಿ/- ಮುಖ್ಯಾಧಿಕಾರಿಗಳು, ಪಟ್ಟಣ ಪಂಚಾಯತ ಚಿಟ್ಟಾಪುರ — [399, 768, 473, 786]
bbmp-bar: ಟೆಂಡರ್ ಆಹ್ವಾನ (ಇ-ಪ್ರೊಕ್ಯೂರ್‌ಮೆಂಟ್) — [133, 797, 353, 813]
lottery-p7-nos: 0131 0617 0735 0536 0740 0774 0984 1242 1265 1347 1486 1523 1723 1779 2043 2110 2142 2314 2322 2360 2419 2639 2738 2780 2876 2989 3210 3287 3334 3361 3906 3921 4348 4358 4460 4544 4565 4729 4757 4979 5039 5266 5376 5506 6006 6054 6117 6225 6353 6402 6593 6668 6927 6994 7017 7261 7623 7656 7666 7961 8037 8088 8267 8349 8531 8687 8781 8784 8788 8957 9233 9281 9479 9502 9653 9823 — [139, 466, 342, 520]
name-change-notice — [578, 54, 694, 288]
sullia-table-cell: 1 — [706, 400, 719, 412]
shimoga-bar: ಟೆಂಡರ್ ಪ್ರಕಟಣೆ (KPP Portal ಮುಖಾಂತರ) — [363, 262, 571, 277]
karwar-sign: ಸಹಿ/- ಕಾರ್ಯನಿರ್ವಾಹಕ ಇಂಜಿನಿಯರ್, ಪಂ.ರಾ.ಇಂ. ವಿಭಾಗ, ಕಾರವಾರ — [674, 1239, 832, 1248]
lottery-cons: Cons Prize-Rs. 5000/- — [139, 253, 215, 263]
alur-ref: ಸಂ: ತಾಪಂ/ಆಲೂರು/2025-26 ದಿನಾಂಕ: 23.02.2026 — [137, 1142, 276, 1151]
bwssb-row1: ಕಾಮಗಾರಿ: ಪೈಪ್‌ಲೈನ್ ಅಳವಡಿಕೆ ಅಂದಾಜು ಮೊತ್ತ: ರೂ. 43,80,000/- ಬಿಡ್ ಸಲ್ಲಿಕೆ ಕೊನೆ ದಿನಾಂಕ: 04.03.2026 / 05.03.2026 — [701, 129, 927, 155]
chittur-ref: ಕ್ರಮಾಂಕ: ಪಪಂಕಾ/ಚಿ/2025-26 ದಿನಾಂಕ: 21/02/2026 — [389, 619, 573, 631]
lottery-p5: 5th Prize Rs.2,000/- — [139, 389, 208, 399]
alur-tender — [132, 1108, 354, 1440]
chittur-web: Website: https://kppp.karnataka.gov.in — [393, 754, 539, 764]
mulgund-sign1: ಸಹಿ/- ಮುಖ್ಯಾಧಿಕಾರಿಗಳು, ಪಟ್ಟಣ ಪಂಚಾಯತ ಮುಳಗುಂದ — [399, 1185, 473, 1203]
scooter-title: ಸ್ಕೂಟರ್ ಕಳವು — [18, 512, 87, 528]
shimoga-body: ಶಿವಮೊಗ್ಗ ಮಹಾನಗರ ಪಾಲಿಕೆ ವ್ಯಾಪ್ತಿಯಲ್ಲಿ ಬರುವ ಈ ಕೆಳಕಂಡ ಕಾಮಗಾರಿಗಳಿಗೆ ಅರ್ಹ ಗುತ್ತಿಗೆದಾರರಿಂದ ಇ-ಪ್ರೊಕ್ಯೂರ್‌ಮೆಂಟ್ ಮೂಲಕ ಟೆಂಡರ್ ಆಹ್ವಾನಿಸಲಾಗಿದೆ. KPP PORTAL ಮುಖಾಂತರ ಟೆಂಡರ್ ಸಲ್ಲಿಸಬೇಕು. 1) KPP PORTAL ನಲ್ಲಿ ಟೆಂಡರ್ ಪ್ರಕಟಿಸುವ ದಿನಾಂಕ: 24.02.2026 2) KPP PORTAL ನಲ್ಲಿ ಟೆಂಡರ್ ಸಲ್ಲಿಸಲು ಕೊನೆಯ ದಿನಾಂಕ: 11.03.2026 3) KPP PORTAL ನಲ್ಲಿ ಟೆಂಡರ್ ತೆರೆಯುವ ದಿನಾಂಕ: 12.03.2026 — [367, 280, 567, 338]
mulgund-body: ಮುಳಗುಂದ ಪಟ್ಟಣ ಪಂಚಾಯತ ವ್ಯಾಪ್ತಿಯಲ್ಲಿ 2025-26ನೇ ಸಾಲಿನ ಎಸ್.ಎಫ್.ಸಿ. ಹಾಗೂ 15ನೇ ಹಣಕಾಸು ಯೋಜನೆಯಡಿ ಕಾಮಗಾರಿಗಳನ್ನು ಕೈಗೊಳ್ಳಲು ಅರ್ಹ ಗುತ್ತಿಗೆದಾರರಿಂದ ಇ-ಪ್ರೊಕ್ಯೂರ್‌ಮೆಂಟ್ ಮೂಲಕ ಅಲ್ಪಾವಧಿ ಟೆಂಡರ್ ಆಹ್ವಾನಿಸಲಾಗಿದೆ. ಟೆಂಡರ್ ದಾಖಲಾತಿಗಳನ್ನು https://kppp.karnataka.gov.in ನಲ್ಲಿ ಪಡೆಯಬಹುದು. 1) ಟೆಂಡರ್ ಸಲ್ಲಿಸಲು ಕೊನೆಯ ದಿನಾಂಕ: 03-03-2026 ಸಂಜೆ 16:00 ಗಂಟೆವರೆಗೆ. 2) ಇ-ಟೆಂಡರ್ ತೆರೆಯುವ ದಿನಾಂಕ: 04-03-2026 ಬೆಳಿಗ್ಗೆ 16:30 ಗಂಟೆ. — [393, 1076, 569, 1168]
karwar-bar: ಟೆಂಡರ್ ಪ್ರಕಟಣೆ-51/2025-26 (ಕೆ.ಪಿ.ಪಿ ಮೂಲಕ) — [579, 991, 927, 1008]
udupi-col3: ಮಾಹಿತಿ ಮೇರೆಗೆ ಕಾರ್ಯಾಚರಣೆ ನಡೆಸಿ ಆರೋಪಿಗಳನ್ನು ವಶಕ್ಕೆ ಪಡೆಯಲಾಗಿದ್ದು, ಬಂಧಿತರಿಂದ ಒಟ್ಟು ಬೈಕ್‌ಗಳನ್ನು ವಶಪಡಿಸಿಕೊಳ್ಳಲಾಗಿದೆ. ಆರೋಪಿಗಳನ್ನು ನ್ಯಾಯಾಂಗ ಬಂಧನಕ್ಕೆ ಒಪ್ಪಿಸಲಾಗಿದೆ. — [178, 130, 354, 169]
public-notice — [578, 292, 694, 972]
sullia-bar: ಪ್ರಕಟಣೆ — [705, 342, 765, 358]
bwssb-web: https://kppp.karnataka.gov.in — [755, 182, 873, 193]
chittur-title: ಪಟ್ಟಣ ಪಂಚಾಯತ ಕಾರ್ಯಾಲಯ ಚಿಟ್ಟಾಪುರ ಕಿತ್ತೂರ-591115 — [389, 600, 573, 611]
shimoga-ref: ಕ್ರಮಾಂಕ: ಶಿಮನಪಾ/ಅಭಿವೃದ್ಧಿ/ಟೆಂಡರ್: 52/2025-26 ದಿ: 23.02.2026 — [367, 252, 547, 261]
lucky-prize: ತೃತೀಯ : 1894 — [42, 1115, 102, 1126]
karwar-ref: ಕ್ರಮಾಂಕ: ಪಂ.ರಾ.ಇಂ.ವಿ/ಕಾ/ಟೆಂ-1/2025-26/51 ದಿ: 21.02.2026 — [579, 979, 927, 991]
sullia-table-row — [706, 412, 923, 424]
scooter-story — [18, 508, 126, 730]
bwssb-body: ಬೆಂಗಳೂರು ಜಲಮಂಡಳಿಯ ಕೆಳಕಂಡ ಕಾಮಗಾರಿಗಳನ್ನು ಕೈಗೊಳ್ಳಲು ಅರ್ಹ ಗುತ್ತಿಗೆದಾರರಿಂದ ಕೆ.ಪಿ.ಪಿ ಪೋರ್ಟಲ್ ಮೂಲಕ ಟೆಂಡರ್‌ಗಳನ್ನು ಆಹ್ವಾನಿಸಲಾಗಿದೆ. — [705, 107, 923, 126]
bwssb-tender — [700, 54, 928, 284]
mulgund-ref: ಕ್ರಮಾಂಕ: ಪ.ಪಂ.ಮು/ಟೆಂಡರ್/2025-26 ದಿನಾಂಕ: 24-02-2026 — [393, 1050, 554, 1059]
name-change-title: ಹೆಸರು ಬದಲಾವಣೆ — [579, 55, 693, 71]
shimoga-work2: 2. ಇಂಡೆಂಟ್ ಸಂಖ್ಯೆ: 49562/CALL-2 ಕಾಮಗಾರಿಯ ಹೆಸರು: Development of Park in Allarim Layout ಅಂದಾಜು ಮೊತ್ತ: 209.26 — [367, 371, 567, 401]
bbmp-list: 1) ಟೆಂಡರ್ ಪ್ರಕಟಣೆ ದಿನಾಂಕ: 25.02.2026 2) ಬಿಡ್ ಸಲ್ಲಿಸಲು ಕೊನೆಯ ದಿನಾಂಕ: 09.03.2026 ಸಂಜೆ 4.00 ಗಂಟೆ 3) ತಾಂತ್ರಿಕ ಬಿಡ್ ತೆರೆಯುವ ದಿನಾಂಕ: 12.03.2026 4) ಟೆಂಡರ್ ಮೊತ್ತ ಮತ್ತು ಇ.ಎಂ.ಡಿ ವಿವರಗಳನ್ನು ವೆಬ್‌ಸೈಟ್‌ನಲ್ಲಿ ನೋಡಬಹುದು. — [137, 860, 349, 899]
sullia-table-cell: ರೂ.4.00 ಲಕ್ಷ — [815, 400, 923, 412]
mahashivaratri-story — [18, 188, 126, 506]
chitradurga-gov: ಕರ್ನಾಟಕ ಸರ್ಕಾರ — [794, 538, 834, 546]
rate-label: ಫಠೋರ — [22, 854, 46, 865]
shimoga-work1: 1. ಇಂಡೆಂಟ್ ಸಂಖ್ಯೆ: 49560/CALL-2 ಕಾಮಗಾರಿಯ ಹೆಸರು: Development of Parshvanath and Nagarkatte Park ಅಂದಾಜು ಮೊತ್ತ (ರೂ.ಲಕ್ಷಗಳಲ್ಲಿ): 107.77 — [367, 340, 567, 371]
